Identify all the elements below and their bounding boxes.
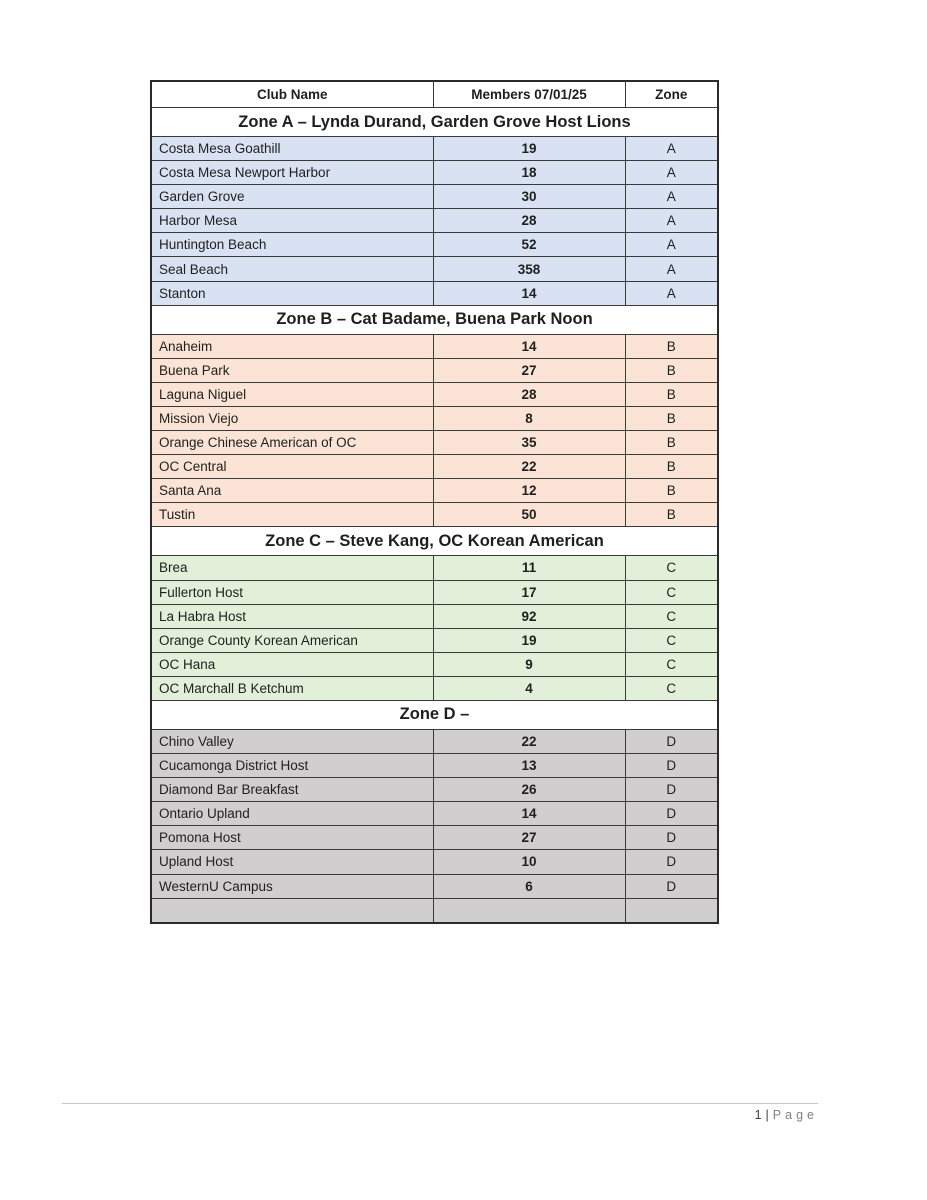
table-row (151, 628, 718, 652)
zone-cell: A (625, 137, 718, 161)
zone-cell: A (625, 281, 718, 305)
table-row (151, 479, 718, 503)
members-cell: 358 (433, 257, 625, 281)
members-cell: 22 (433, 455, 625, 479)
members-cell: 27 (433, 826, 625, 850)
members-cell: 14 (433, 802, 625, 826)
zone-b-title: Zone B – Cat Badame, Buena Park Noon (151, 305, 718, 334)
club-name-cell: Costa Mesa Newport Harbor (151, 161, 433, 185)
club-name-cell: Laguna Niguel (151, 382, 433, 406)
zone-cell: D (625, 729, 718, 753)
table-row (151, 455, 718, 479)
table-row (151, 874, 718, 898)
zone-a-title: Zone A – Lynda Durand, Garden Grove Host Lions (151, 108, 718, 137)
club-name-cell: Cucamonga District Host (151, 754, 433, 778)
table-row (151, 382, 718, 406)
zone-cell: C (625, 676, 718, 700)
table-row (151, 652, 718, 676)
club-name-cell: Chino Valley (151, 729, 433, 753)
club-name-cell: Pomona Host (151, 826, 433, 850)
club-membership-table (150, 80, 719, 924)
table-row (151, 778, 718, 802)
zone-cell: D (625, 778, 718, 802)
members-cell: 13 (433, 754, 625, 778)
table-row (151, 257, 718, 281)
members-cell: 92 (433, 604, 625, 628)
club-name-cell: Tustin (151, 503, 433, 527)
zone-cell: A (625, 257, 718, 281)
club-name-cell: Stanton (151, 281, 433, 305)
table-row (151, 754, 718, 778)
members-cell: 27 (433, 358, 625, 382)
members-cell: 50 (433, 503, 625, 527)
zone-cell: D (625, 826, 718, 850)
zone-cell (625, 898, 718, 923)
zone-d-title: Zone D – (151, 700, 718, 729)
zone-cell: B (625, 358, 718, 382)
club-name-cell: Fullerton Host (151, 580, 433, 604)
table-row (151, 676, 718, 700)
members-header: Members 07/01/25 (433, 81, 625, 108)
members-cell: 35 (433, 431, 625, 455)
table-row (151, 503, 718, 527)
members-cell: 17 (433, 580, 625, 604)
members-cell: 26 (433, 778, 625, 802)
table-row (151, 604, 718, 628)
zone-cell: B (625, 382, 718, 406)
zone-header: Zone (625, 81, 718, 108)
club-name-cell: Garden Grove (151, 185, 433, 209)
zone-d-header-row (151, 700, 718, 729)
zone-cell: D (625, 754, 718, 778)
zone-cell: D (625, 802, 718, 826)
zone-a-header-row (151, 108, 718, 137)
footer-page-label: Page (772, 1108, 818, 1122)
table-row (151, 137, 718, 161)
members-cell: 28 (433, 209, 625, 233)
table-row (151, 161, 718, 185)
club-name-cell: WesternU Campus (151, 874, 433, 898)
table-row (151, 729, 718, 753)
club-name-cell: Ontario Upland (151, 802, 433, 826)
footer-page-number: 1 (754, 1108, 762, 1122)
club-name-cell: Huntington Beach (151, 233, 433, 257)
table-row (151, 281, 718, 305)
zone-c-title: Zone C – Steve Kang, OC Korean American (151, 527, 718, 556)
table-row (151, 802, 718, 826)
club-name-cell: Costa Mesa Goathill (151, 137, 433, 161)
club-name-cell: Brea (151, 556, 433, 580)
table-row (151, 406, 718, 430)
zone-cell: B (625, 455, 718, 479)
club-table-body (151, 108, 718, 923)
club-name-cell: Anaheim (151, 334, 433, 358)
members-cell: 19 (433, 137, 625, 161)
members-cell: 6 (433, 874, 625, 898)
zone-cell: D (625, 850, 718, 874)
table-row (151, 850, 718, 874)
zone-b-header-row (151, 305, 718, 334)
members-cell: 14 (433, 281, 625, 305)
zone-c-header-row (151, 527, 718, 556)
members-cell (433, 898, 625, 923)
zone-cell: C (625, 628, 718, 652)
table-row (151, 826, 718, 850)
table-row (151, 334, 718, 358)
footer-separator: | (765, 1108, 769, 1122)
zone-cell: B (625, 479, 718, 503)
zone-cell: D (625, 874, 718, 898)
table-row (151, 580, 718, 604)
table-row (151, 209, 718, 233)
club-name-cell: Santa Ana (151, 479, 433, 503)
club-name-cell: Orange County Korean American (151, 628, 433, 652)
club-name-cell: Seal Beach (151, 257, 433, 281)
club-name-cell: OC Central (151, 455, 433, 479)
members-cell: 28 (433, 382, 625, 406)
table-row (151, 233, 718, 257)
club-name-cell: Harbor Mesa (151, 209, 433, 233)
zone-cell: A (625, 185, 718, 209)
zone-cell: C (625, 652, 718, 676)
table-row (151, 185, 718, 209)
table-row (151, 431, 718, 455)
column-header-row (151, 81, 718, 108)
club-name-cell: Diamond Bar Breakfast (151, 778, 433, 802)
club-name-cell (151, 898, 433, 923)
table-row (151, 898, 718, 923)
zone-cell: C (625, 604, 718, 628)
club-name-cell: Mission Viejo (151, 406, 433, 430)
members-cell: 11 (433, 556, 625, 580)
members-cell: 30 (433, 185, 625, 209)
zone-cell: C (625, 556, 718, 580)
members-cell: 18 (433, 161, 625, 185)
club-name-cell: Buena Park (151, 358, 433, 382)
page-footer (62, 1103, 818, 1122)
zone-cell: C (625, 580, 718, 604)
zone-cell: B (625, 406, 718, 430)
members-cell: 4 (433, 676, 625, 700)
zone-cell: B (625, 431, 718, 455)
members-cell: 10 (433, 850, 625, 874)
club-name-cell: La Habra Host (151, 604, 433, 628)
table-row (151, 358, 718, 382)
club-name-cell: OC Marchall B Ketchum (151, 676, 433, 700)
club-name-cell: OC Hana (151, 652, 433, 676)
zone-cell: A (625, 209, 718, 233)
members-cell: 22 (433, 729, 625, 753)
table-row (151, 556, 718, 580)
members-cell: 19 (433, 628, 625, 652)
zone-cell: A (625, 161, 718, 185)
zone-cell: B (625, 503, 718, 527)
members-cell: 52 (433, 233, 625, 257)
club-name-cell: Orange Chinese American of OC (151, 431, 433, 455)
members-cell: 9 (433, 652, 625, 676)
club-name-header: Club Name (151, 81, 433, 108)
members-cell: 14 (433, 334, 625, 358)
zone-cell: A (625, 233, 718, 257)
members-cell: 8 (433, 406, 625, 430)
zone-cell: B (625, 334, 718, 358)
members-cell: 12 (433, 479, 625, 503)
club-name-cell: Upland Host (151, 850, 433, 874)
